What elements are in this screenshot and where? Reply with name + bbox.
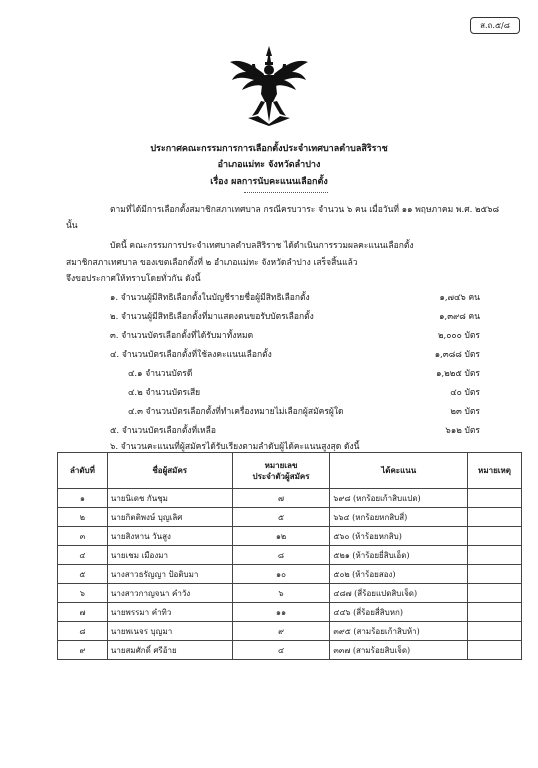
cell-score: ๖๖๔ (หกร้อยหกสิบสี่) bbox=[330, 508, 468, 527]
cell-name: นายพเนจร บุญมา bbox=[107, 622, 232, 641]
cell-number: ๑๐ bbox=[232, 565, 330, 584]
garuda-emblem-icon bbox=[228, 44, 310, 126]
item-value: ๑,๗๔๖ คน bbox=[439, 293, 480, 303]
cell-remark bbox=[468, 546, 522, 565]
cell-name: นายสมศักดิ์ ศรีอ้าย bbox=[107, 641, 232, 660]
cell-number: ๑๒ bbox=[232, 527, 330, 546]
table-row bbox=[58, 527, 522, 546]
cell-name: นายกิตติพงษ์ บุญเลิศ bbox=[107, 508, 232, 527]
cell-name: นายเชม เมืองมา bbox=[107, 546, 232, 565]
cell-number: ๕ bbox=[232, 508, 330, 527]
form-code-badge: ส.ถ.๕/๘ bbox=[470, 17, 520, 34]
cell-score: ๔๔๖ (สี่ร้อยสี่สิบหก) bbox=[330, 603, 468, 622]
cell-order: ๕ bbox=[58, 565, 108, 584]
cell-remark bbox=[468, 489, 522, 508]
item-value: ๒,๐๐๐ บัตร bbox=[437, 331, 480, 341]
paragraph-1-line-2: นั้น bbox=[66, 221, 78, 231]
cell-order: ๔ bbox=[58, 546, 108, 565]
cell-remark bbox=[468, 622, 522, 641]
item-label: ๔.๒ จำนวนบัตรเสีย bbox=[128, 388, 201, 398]
table-row bbox=[58, 489, 522, 508]
cell-remark bbox=[468, 641, 522, 660]
paragraph-2-line-1: บัดนี้ คณะกรรมการประจำเทศบาลตำบลสิริราช ได้ดำเนินการรวมผลคะแนนเลือกตั้ง bbox=[110, 241, 414, 251]
column-header-name: ชื่อผู้สมัคร bbox=[107, 453, 232, 489]
cell-number: ๙ bbox=[232, 622, 330, 641]
table-row bbox=[58, 508, 522, 527]
item-label: ๔.๓ จำนวนบัตรเลือกตั้งที่ทำเครื่องหมายไม่เลือกผู้สมัครผู้ใด bbox=[128, 407, 344, 417]
announcement-title: ประกาศคณะกรรมการการเลือกตั้งประจำเทศบาลตำบลสิริราช bbox=[150, 144, 388, 154]
column-header-number: หมายเลข ประจำตัวผู้สมัคร bbox=[232, 453, 330, 489]
cell-number: ๖ bbox=[232, 584, 330, 603]
cell-name: นางสาวกาญจนา คำวัง bbox=[107, 584, 232, 603]
cell-remark bbox=[468, 508, 522, 527]
cell-score: ๕๐๒ (ห้าร้อยสอง) bbox=[330, 565, 468, 584]
cell-order: ๖ bbox=[58, 584, 108, 603]
results-table bbox=[57, 452, 522, 660]
cell-name: นายพรรมา คำทิว bbox=[107, 603, 232, 622]
item-value: ๑,๓๘๘ บัตร bbox=[434, 350, 480, 360]
item-label: ๒. จำนวนผู้มีสิทธิเลือกตั้งที่มาแสดงตนขอรับบัตรเลือกตั้ง bbox=[110, 312, 314, 322]
item-label: ๑. จำนวนผู้มีสิทธิเลือกตั้งในบัญชีรายชื่อผู้มีสิทธิเลือกตั้ง bbox=[110, 293, 310, 303]
column-header-order: ลำดับที่ bbox=[58, 453, 108, 489]
cell-order: ๘ bbox=[58, 622, 108, 641]
cell-score: ๓๙๕ (สามร้อยเก้าสิบห้า) bbox=[330, 622, 468, 641]
item-value: ๑,๓๙๘ คน bbox=[439, 312, 480, 322]
item-value: ๑,๒๒๕ บัตร bbox=[436, 369, 480, 379]
table-header-row bbox=[58, 453, 522, 489]
cell-name: นายนิเดช กันชุม bbox=[107, 489, 232, 508]
cell-name: นางสาวธรัญญา ป้อติบมา bbox=[107, 565, 232, 584]
item-label: ๔.๑ จำนวนบัตรดี bbox=[128, 369, 193, 379]
table-row bbox=[58, 565, 522, 584]
cell-score: ๖๙๘ (หกร้อยเก้าสิบแปด) bbox=[330, 489, 468, 508]
cell-order: ๓ bbox=[58, 527, 108, 546]
cell-remark bbox=[468, 527, 522, 546]
cell-remark bbox=[468, 584, 522, 603]
cell-score: ๓๓๗ (สามร้อยสิบเจ็ด) bbox=[330, 641, 468, 660]
cell-order: ๑ bbox=[58, 489, 108, 508]
cell-score: ๔๘๗ (สี่ร้อยแปดสิบเจ็ด) bbox=[330, 584, 468, 603]
paragraph-2-line-3: จึงขอประกาศให้ทราบโดยทั่วกัน ดังนี้ bbox=[66, 274, 201, 284]
cell-number: ๘ bbox=[232, 546, 330, 565]
cell-order: ๙ bbox=[58, 641, 108, 660]
column-header-score: ได้คะแนน bbox=[330, 453, 468, 489]
item-label: ๕. จำนวนบัตรเลือกตั้งที่เหลือ bbox=[110, 426, 216, 436]
item-value: ๖๑๒ บัตร bbox=[445, 426, 480, 436]
cell-number: ๑๑ bbox=[232, 603, 330, 622]
subject-line: เรื่อง ผลการนับคะแนนเลือกตั้ง bbox=[210, 177, 328, 187]
item-label: ๔. จำนวนบัตรเลือกตั้งที่ใช้ลงคะแนนเลือกตั้ง bbox=[110, 350, 272, 360]
cell-score: ๕๖๐ (ห้าร้อยหกสิบ) bbox=[330, 527, 468, 546]
cell-number: ๗ bbox=[232, 489, 330, 508]
table-row bbox=[58, 546, 522, 565]
item-value: ๔๐ บัตร bbox=[450, 388, 480, 398]
cell-number: ๔ bbox=[232, 641, 330, 660]
cell-order: ๒ bbox=[58, 508, 108, 527]
table-row bbox=[58, 584, 522, 603]
item-label: ๖. จำนวนคะแนนที่ผู้สมัครได้รับเรียงตามลำดับผู้ได้คะแนนสูงสุด ดังนี้ bbox=[110, 442, 360, 452]
table-row bbox=[58, 603, 522, 622]
cell-name: นายสิงหาน วันสูง bbox=[107, 527, 232, 546]
paragraph-1-line-1: ตามที่ได้มีการเลือกตั้งสมาชิกสภาเทศบาล กรณีครบวาระ จำนวน ๖ คน เมื่อวันที่ ๑๑ พฤษภาคม พ.ศ. ๒๕๖๘ bbox=[110, 205, 500, 215]
table-row bbox=[58, 622, 522, 641]
cell-score: ๕๒๑ (ห้าร้อยยี่สิบเอ็ด) bbox=[330, 546, 468, 565]
paragraph-2-line-2: สมาชิกสภาเทศบาล ของเขตเลือกตั้งที่ ๒ อำเภอแม่ทะ จังหวัดลำปาง เสร็จสิ้นแล้ว bbox=[66, 258, 358, 268]
table-row bbox=[58, 641, 522, 660]
cell-order: ๗ bbox=[58, 603, 108, 622]
cell-remark bbox=[468, 565, 522, 584]
item-value: ๒๓ บัตร bbox=[450, 407, 480, 417]
column-header-remark: หมายเหตุ bbox=[468, 453, 522, 489]
item-label: ๓. จำนวนบัตรเลือกตั้งที่ได้รับมาทั้งหมด bbox=[110, 331, 254, 341]
district-line: อำเภอแม่ทะ จังหวัดลำปาง bbox=[217, 160, 321, 170]
cell-remark bbox=[468, 603, 522, 622]
header-divider bbox=[244, 192, 328, 193]
